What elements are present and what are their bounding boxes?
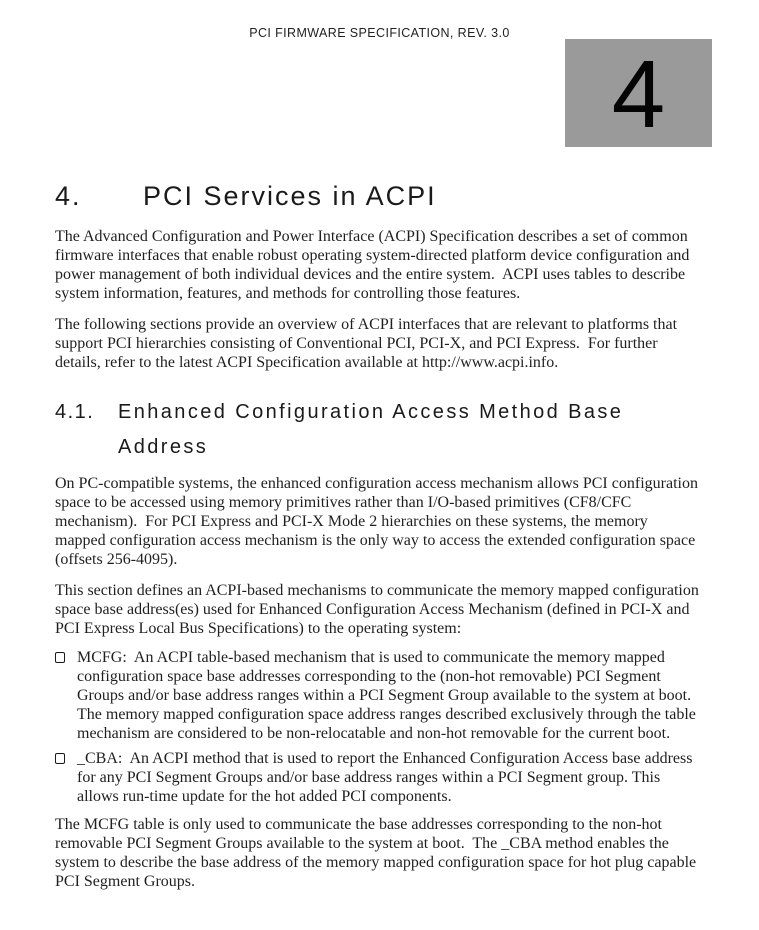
list-item: [55, 648, 701, 743]
chapter-heading-number: 4.: [55, 181, 82, 211]
chapter-number: 4: [611, 41, 666, 148]
square-bullet-icon: [55, 753, 65, 764]
body-paragraph: On PC-compatible systems, the enhanced configuration access mechanism allows PCI configuration space to be accessed using memory primitives rather than I/O-based primitives (CF8/CFC mechanism). For PCI Express and PCI-X Mode 2 hierarchies on these systems, the memory mapped configuration access mechanism is the only way to access the extended configuration space (offsets 256-4095).: [55, 475, 702, 568]
running-header: PCI FIRMWARE SPECIFICATION, REV. 3.0: [249, 26, 510, 40]
body-paragraph: This section defines an ACPI-based mechanisms to communicate the memory mapped configuration space base address(es) used for Enhanced Configuration Access Mechanism (defined in PCI-X and PCI Express Local Bus Specifications) to the operating system:: [55, 582, 703, 637]
subsection-heading: [55, 395, 701, 465]
square-bullet-icon: [55, 652, 65, 663]
bullet-text: MCFG: An ACPI table-based mechanism that is used to communicate the memory mapped configuration space base addresses corresponding to the (non-hot removable) PCI Segment Groups and/or base address ranges within a PCI Segment Group available to the system at boot. The memory mapped configuration space address ranges described exclusively through the table mechanism are considered to be non-relocatable and non-hot removable for the current boot.: [77, 649, 700, 742]
chapter-heading: [55, 181, 701, 211]
list-item: [55, 749, 701, 806]
bullet-text: _CBA: An ACPI method that is used to report the Enhanced Configuration Access base address for any PCI Segment Groups and/or base address ranges within a PCI Segment group. This allows run-time update for the hot added PCI components.: [77, 750, 697, 805]
intro-paragraph: The following sections provide an overview of ACPI interfaces that are relevant to platforms that support PCI hierarchies consisting of Conventional PCI, PCI-X, and PCI Express. For further details, refer to the latest ACPI Specification available at http://www.acpi.info.: [55, 316, 682, 371]
intro-paragraph: The Advanced Configuration and Power Interface (ACPI) Specification describes a set of common firmware interfaces that enable robust operating system-directed platform device configuration and power management of both individual devices and the entire system. ACPI uses tables to describe system information, features, and methods for controlling those features.: [55, 228, 694, 302]
chapter-heading-title: PCI Services in ACPI: [143, 181, 437, 211]
page-content: [55, 0, 701, 891]
subsection-heading-title: Enhanced Configuration Access Method Base Address: [118, 401, 624, 458]
bullet-list: [55, 648, 701, 806]
bullet-marker-column: [55, 648, 77, 663]
subsection-heading-number: 4.1.: [55, 401, 95, 423]
closing-paragraph: The MCFG table is only used to communicate the base addresses corresponding to the non-hot removable PCI Segment Groups available to the system at boot. The _CBA method enables the system to describe the base address of the memory mapped configuration space for hot plug capable PCI Segment Groups.: [55, 816, 701, 890]
bullet-marker-column: [55, 749, 77, 764]
